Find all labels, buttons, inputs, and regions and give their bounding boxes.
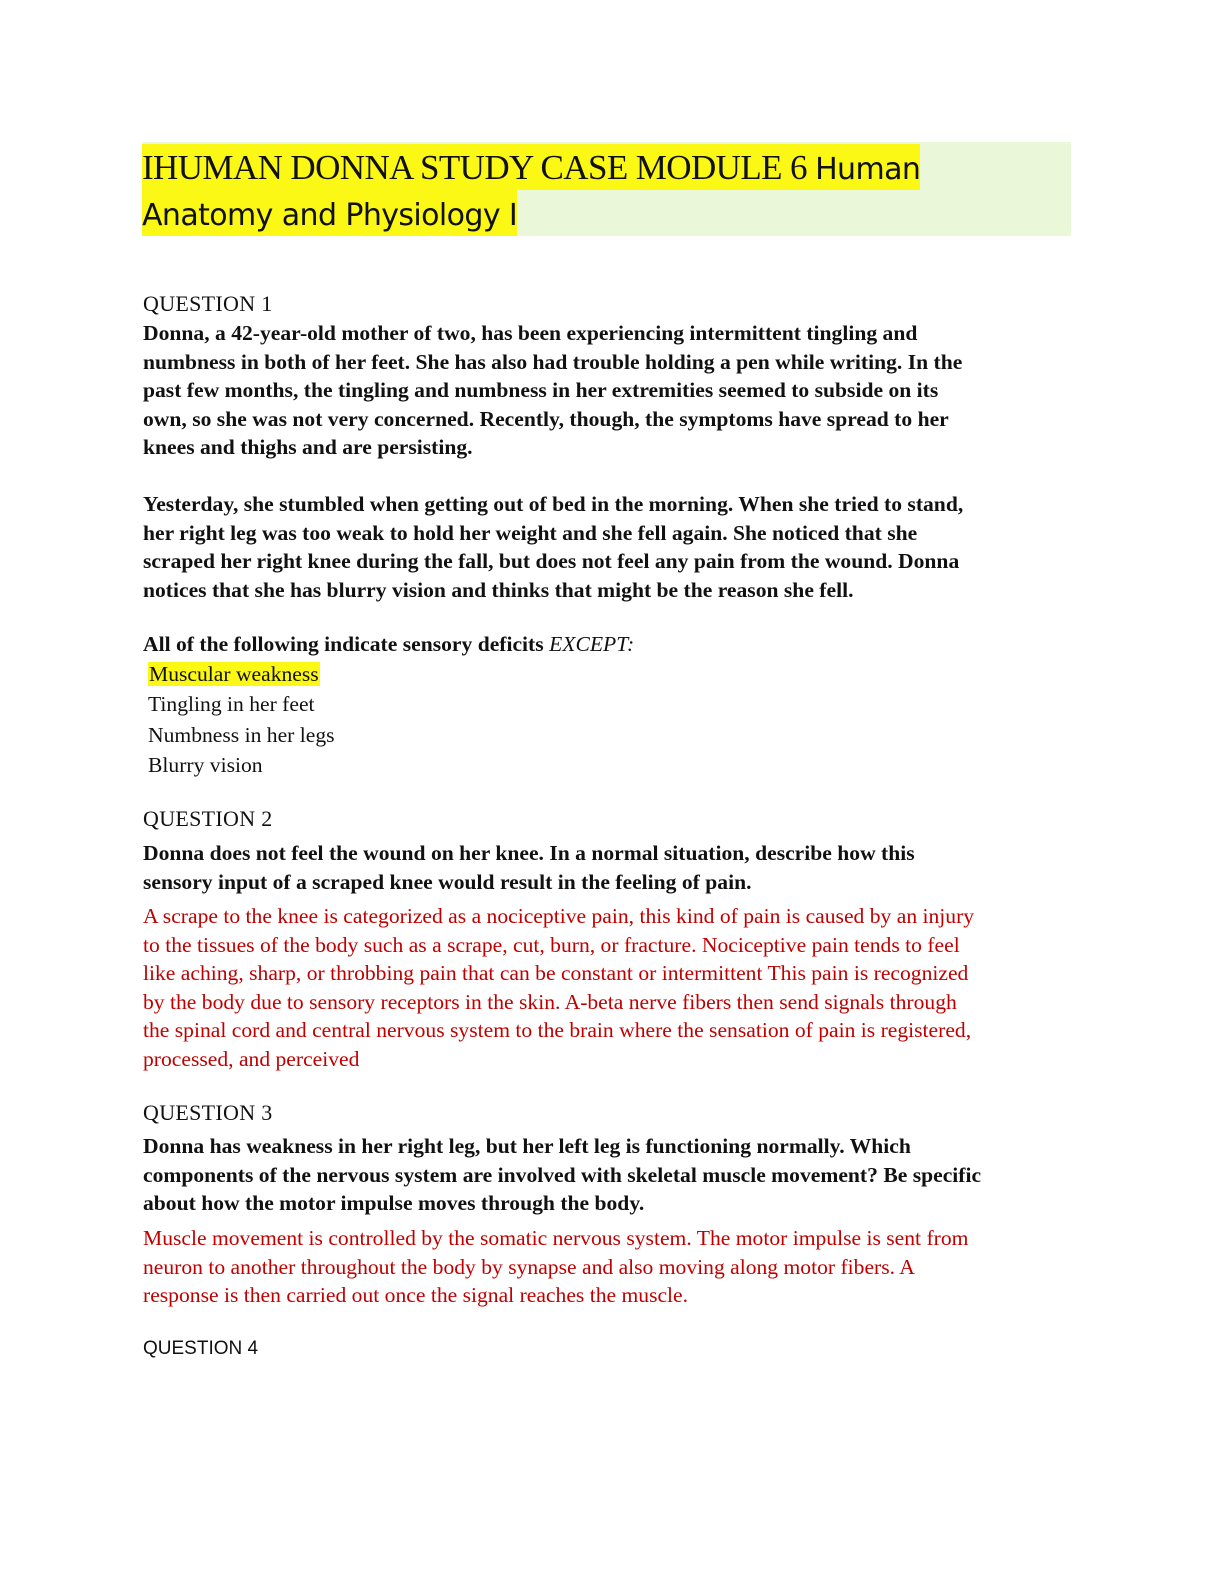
answer-option: Numbness in her legs	[148, 722, 335, 747]
question-2-answer	[143, 902, 1068, 1074]
answer-option-selected	[148, 659, 335, 689]
scenario-line: Donna, a 42-year-old mother of two, has been experiencing intermittent tingling and	[143, 321, 918, 345]
question-1-heading: QUESTION 1	[143, 291, 273, 316]
question-1-options	[148, 659, 335, 780]
question-1-prompt	[143, 630, 634, 658]
answer-line: like aching, sharp, or throbbing pain that can be constant or intermittent This pain is recognized	[143, 961, 969, 986]
answer-line: response is then carried out once the signal reaches the muscle.	[143, 1283, 689, 1308]
scenario-line: Yesterday, she stumbled when getting out of bed in the morning. When she tried to stand,	[143, 492, 964, 516]
answer-line: Muscle movement is controlled by the somatic nervous system. The motor impulse is sent from	[143, 1226, 969, 1250]
question-2-text	[143, 839, 1068, 896]
question-line: about how the motor impulse moves through the body.	[143, 1191, 645, 1216]
prompt-text: All of the following indicate sensory deficits	[143, 632, 550, 656]
scenario-line: past few months, the tingling and numbness in her extremities seemed to subside on its	[143, 378, 939, 403]
prompt-emphasis: EXCEPT:	[549, 632, 635, 656]
question-2-heading: QUESTION 2	[143, 806, 273, 831]
document-title-line-2	[142, 190, 517, 236]
question-line: Donna has weakness in her right leg, but her left leg is functioning normally. Which	[143, 1134, 911, 1158]
answer-line: the spinal cord and central nervous system to the brain where the sensation of pain is registered,	[143, 1018, 972, 1043]
title-serif-text: IHUMAN DONNA STUDY CASE MODULE 6	[142, 148, 816, 187]
question-3-text	[143, 1132, 1068, 1218]
question-4-heading: QUESTION 4	[143, 1338, 259, 1359]
question-3-heading: QUESTION 3	[143, 1100, 273, 1125]
scenario-line: notices that she has blurry vision and thinks that might be the reason she fell.	[143, 577, 854, 602]
answer-option: Blurry vision	[148, 752, 263, 777]
question-1-scenario-paragraph-2	[143, 490, 1068, 604]
question-1-scenario-paragraph-1	[143, 319, 1068, 462]
question-line: sensory input of a scraped knee would result in the feeling of pain.	[143, 869, 752, 894]
title-subtitle-text: Anatomy and Physiology I	[142, 198, 518, 233]
question-line: Donna does not feel the wound on her knee. In a normal situation, describe how this	[143, 841, 915, 865]
scenario-line: own, so she was not very concerned. Recently, though, the symptoms have spread to her	[143, 406, 949, 431]
scenario-line: scraped her right knee during the fall, but does not feel any pain from the wound. Donna	[143, 549, 960, 574]
answer-line: processed, and perceived	[143, 1046, 360, 1071]
highlighted-answer: Muscular weakness	[149, 662, 319, 686]
scenario-line: knees and thighs and are persisting.	[143, 435, 473, 460]
answer-line: A scrape to the knee is categorized as a nociceptive pain, this kind of pain is caused by an injury	[143, 904, 975, 928]
title-sans-text: Human	[815, 152, 921, 187]
scenario-line: her right leg was too weak to hold her weight and she fell again. She noticed that she	[143, 520, 918, 545]
scenario-line: numbness in both of her feet. She has also had trouble holding a pen while writing. In the	[143, 349, 963, 374]
answer-line: to the tissues of the body such as a scrape, cut, burn, or fracture. Nociceptive pain tends to feel	[143, 932, 960, 957]
document-title-line-1	[142, 144, 920, 190]
question-line: components of the nervous system are involved with skeletal muscle movement? Be specific	[143, 1162, 982, 1187]
question-3-answer	[143, 1224, 1068, 1310]
answer-line: neuron to another throughout the body by synapse and also moving along motor fibers. A	[143, 1254, 915, 1279]
answer-line: by the body due to sensory receptors in the skin. A-beta nerve fibers then send signals through	[143, 989, 957, 1014]
answer-option: Tingling in her feet	[148, 692, 315, 717]
